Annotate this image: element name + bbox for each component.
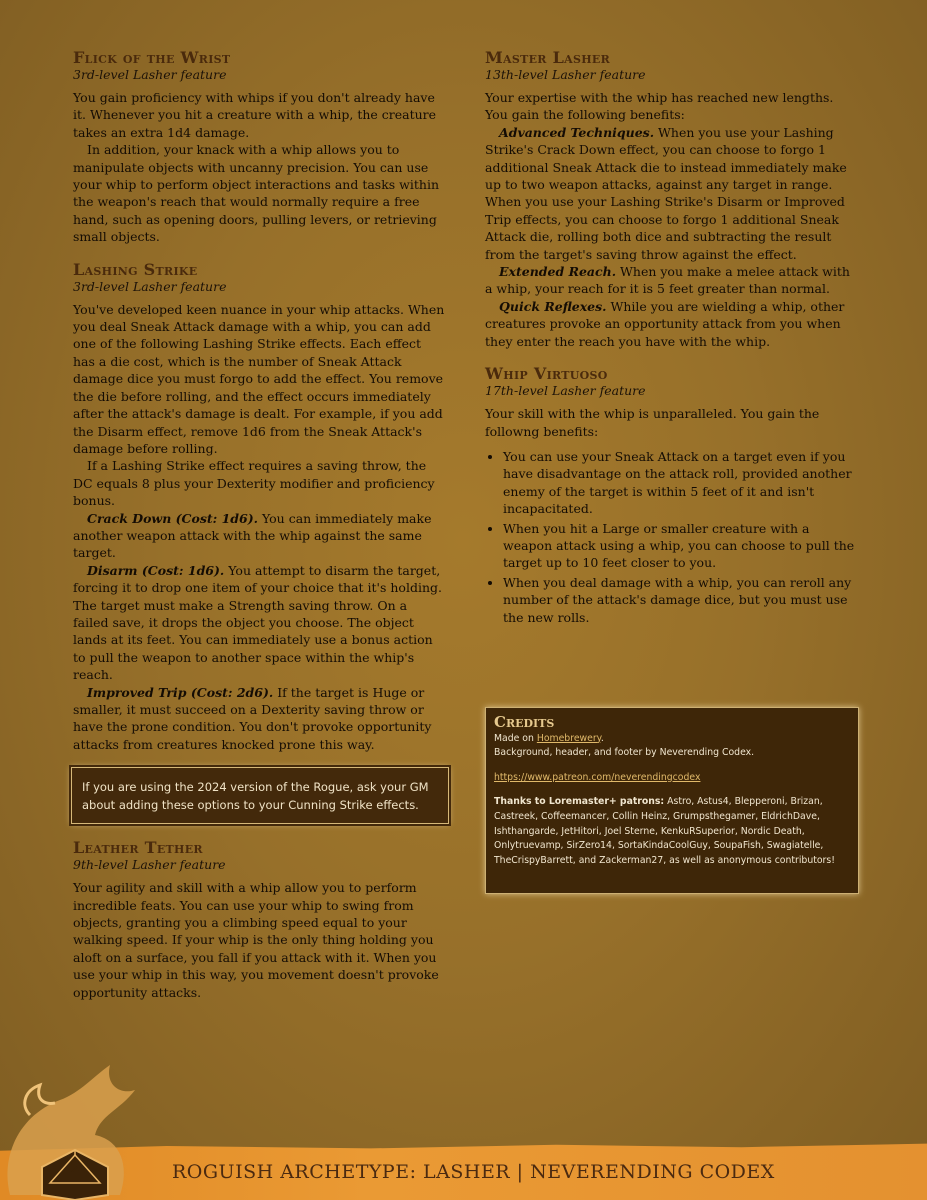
benefit-text: While you are wielding a whip, other creatures provoke an opportunity attack from you when they enter the reach you have with the whip. xyxy=(485,298,845,349)
dragon-d20-icon xyxy=(0,1055,150,1200)
section-lashing-strike xyxy=(73,260,445,754)
made-on-line xyxy=(494,732,850,747)
background-credit: Background, header, and footer by Neverending Codex. xyxy=(494,747,755,759)
section-title: Lashing Strike xyxy=(73,259,198,279)
paragraph: In addition, your knack with a whip allows you to manipulate objects with uncanny precision. You can use your whip to perform object interactions and tasks within the weapon's reach that would normally require a free hand, such as opening doors, pulling levers, or retrieving small objects. xyxy=(73,142,439,245)
benefit-label: Extended Reach. xyxy=(499,264,617,280)
list-item: • When you deal damage with a whip, you can reroll any number of the attack's damage dice, but you must use the new rolls. xyxy=(503,574,857,626)
effect-label: Disarm (Cost: 1d6). xyxy=(87,562,225,578)
section-master-lasher xyxy=(485,48,857,350)
section-whip-virtuoso xyxy=(485,364,857,626)
section-title: Flick of the Wrist xyxy=(73,48,231,67)
credits-title: Credits xyxy=(494,713,555,731)
section-title: Master Lasher xyxy=(485,48,611,67)
section-subtitle: 9th-level Lasher feature xyxy=(73,857,226,873)
made-on-text: Made on xyxy=(494,732,537,744)
benefit-list xyxy=(485,448,857,626)
effect-improved-trip xyxy=(73,684,445,754)
section-subtitle: 17th-level Lasher feature xyxy=(485,383,646,399)
patreon-link[interactable]: https://www.patreon.com/neverendingcodex xyxy=(494,771,701,783)
section-title: Leather Tether xyxy=(73,838,203,858)
patron-thanks xyxy=(494,795,850,868)
benefit-quick-reflexes xyxy=(485,298,857,350)
effect-text: You attempt to disarm the target, forcing it to drop one item of your choice that it's holding. The target must make a Strength saving throw. On a failed save, it drops the object you choose. The object lands at its feet. You can immediately use a bonus action to pull the weapon to another space within the whip's reach. xyxy=(73,562,442,683)
paragraph: You gain proficiency with whips if you don't already have it. Whenever you hit a creature with a whip, the creature takes an extra 1d4 damage. xyxy=(73,90,437,140)
effect-text: If the target is Huge or smaller, it must succeed on a Dexterity saving throw or have the prone condition. You don't provoke opportunity attacks from creatures knocked prone this way. xyxy=(73,684,432,752)
effect-text: You can immediately make another weapon attack with the whip against the same target. xyxy=(73,510,432,561)
thanks-label: Thanks to Loremaster+ patrons: xyxy=(494,796,665,808)
right-column xyxy=(485,48,857,640)
benefit-advanced-techniques xyxy=(485,124,857,263)
effect-crack-down xyxy=(73,510,445,562)
paragraph: If a Lashing Strike effect requires a saving throw, the DC equals 8 plus your Dexterity modifier and proficiency bonus. xyxy=(73,458,435,509)
homebrewery-link[interactable]: Homebrewery xyxy=(536,732,601,744)
list-item: • You can use your Sneak Attack on a target even if you have disadvantage on the attack roll, provided another enemy of the target is within 5 feet of it and isn't incapacitated. xyxy=(503,448,857,518)
section-subtitle: 3rd-level Lasher feature xyxy=(73,67,227,82)
effect-disarm xyxy=(73,562,445,684)
paragraph: Your expertise with the whip has reached new lengths. You gain the following benefits: xyxy=(485,90,834,123)
benefit-extended-reach xyxy=(485,263,857,298)
paragraph: Your agility and skill with a whip allow you to perform incredible feats. You can use your whip to swing from objects, granting you a climbing speed equal to your walking speed. If your whip is the only thing holding you aloft on a surface, you fall if you attack with it. When you use your whip in this way, you movement doesn't provoke opportunity attacks. xyxy=(73,880,439,1000)
benefit-text: When you use your Lashing Strike's Crack Down effect, you can choose to forgo 1 additional Sneak Attack die to instead immediately make up to two weapon attacks, against any target in range. When you use your Lashing Strike's Disarm or Improved Trip effects, you can choose to forgo 1 additional Sneak Attack die, rolling both dice and subtracting the result from the target's saving throw against the effect. xyxy=(485,124,847,262)
paragraph: Your skill with the whip is unparalleled. You gain the followng benefits: xyxy=(485,406,820,439)
effect-label: Crack Down (Cost: 1d6). xyxy=(87,510,259,526)
made-on-end: . xyxy=(600,732,604,744)
section-subtitle: 3rd-level Lasher feature xyxy=(73,278,227,294)
note-box: If you are using the 2024 version of the Rogue, ask your GM about adding these options to your Cunning Strike effects. xyxy=(71,767,449,824)
section-title: Whip Virtuoso xyxy=(485,364,608,384)
credits-box xyxy=(485,707,859,894)
paragraph: You've developed keen nuance in your whip attacks. When you deal Sneak Attack damage with a whip, you can add one of the following Lashing Strike effects. Each effect has a die cost, which is the number of Sneak Attack damage dice you must forgo to add the effect. You remove the die before rolling, and the effect occurs immediately after the attack's damage is dealt. For example, if you add the Disarm effect, remove 1d6 from the Sneak Attack's damage before rolling. xyxy=(73,301,445,456)
section-flick-of-the-wrist xyxy=(73,48,445,246)
benefit-label: Advanced Techniques. xyxy=(499,124,655,140)
section-leather-tether xyxy=(73,838,445,1001)
list-item: • When you hit a Large or smaller creature with a weapon attack using a whip, you can choose to pull the target up to 10 feet closer to you. xyxy=(503,520,857,572)
effect-label: Improved Trip (Cost: 2d6). xyxy=(87,684,274,700)
thanks-text: Astro, Astus4, Blepperoni, Brizan, Castreek, Coffeemancer, Collin Heinz, Grumpsthegamer, EldrichDave, Ishthangarde, JetHitori, Joel Sterne, KenkuRSuperior, Nordic Death, Onlytruevamp, SirZero14, SortaKindaCoolGuy, SoupaFish, Swagiatelle, TheCrispyBarrett, and Zackerman27, as well as anonymous contributors! xyxy=(494,796,835,866)
footer-title: ROGUISH ARCHETYPE: LASHER | NEVERENDING CODEX xyxy=(172,1161,775,1183)
benefit-text: When you make a melee attack with a whip, your reach for it is 5 feet greater than normal. xyxy=(485,264,850,297)
page-number: 2 xyxy=(70,1158,81,1178)
left-column xyxy=(73,48,445,1015)
benefit-label: Quick Reflexes. xyxy=(499,298,607,314)
section-subtitle: 13th-level Lasher feature xyxy=(485,67,646,82)
